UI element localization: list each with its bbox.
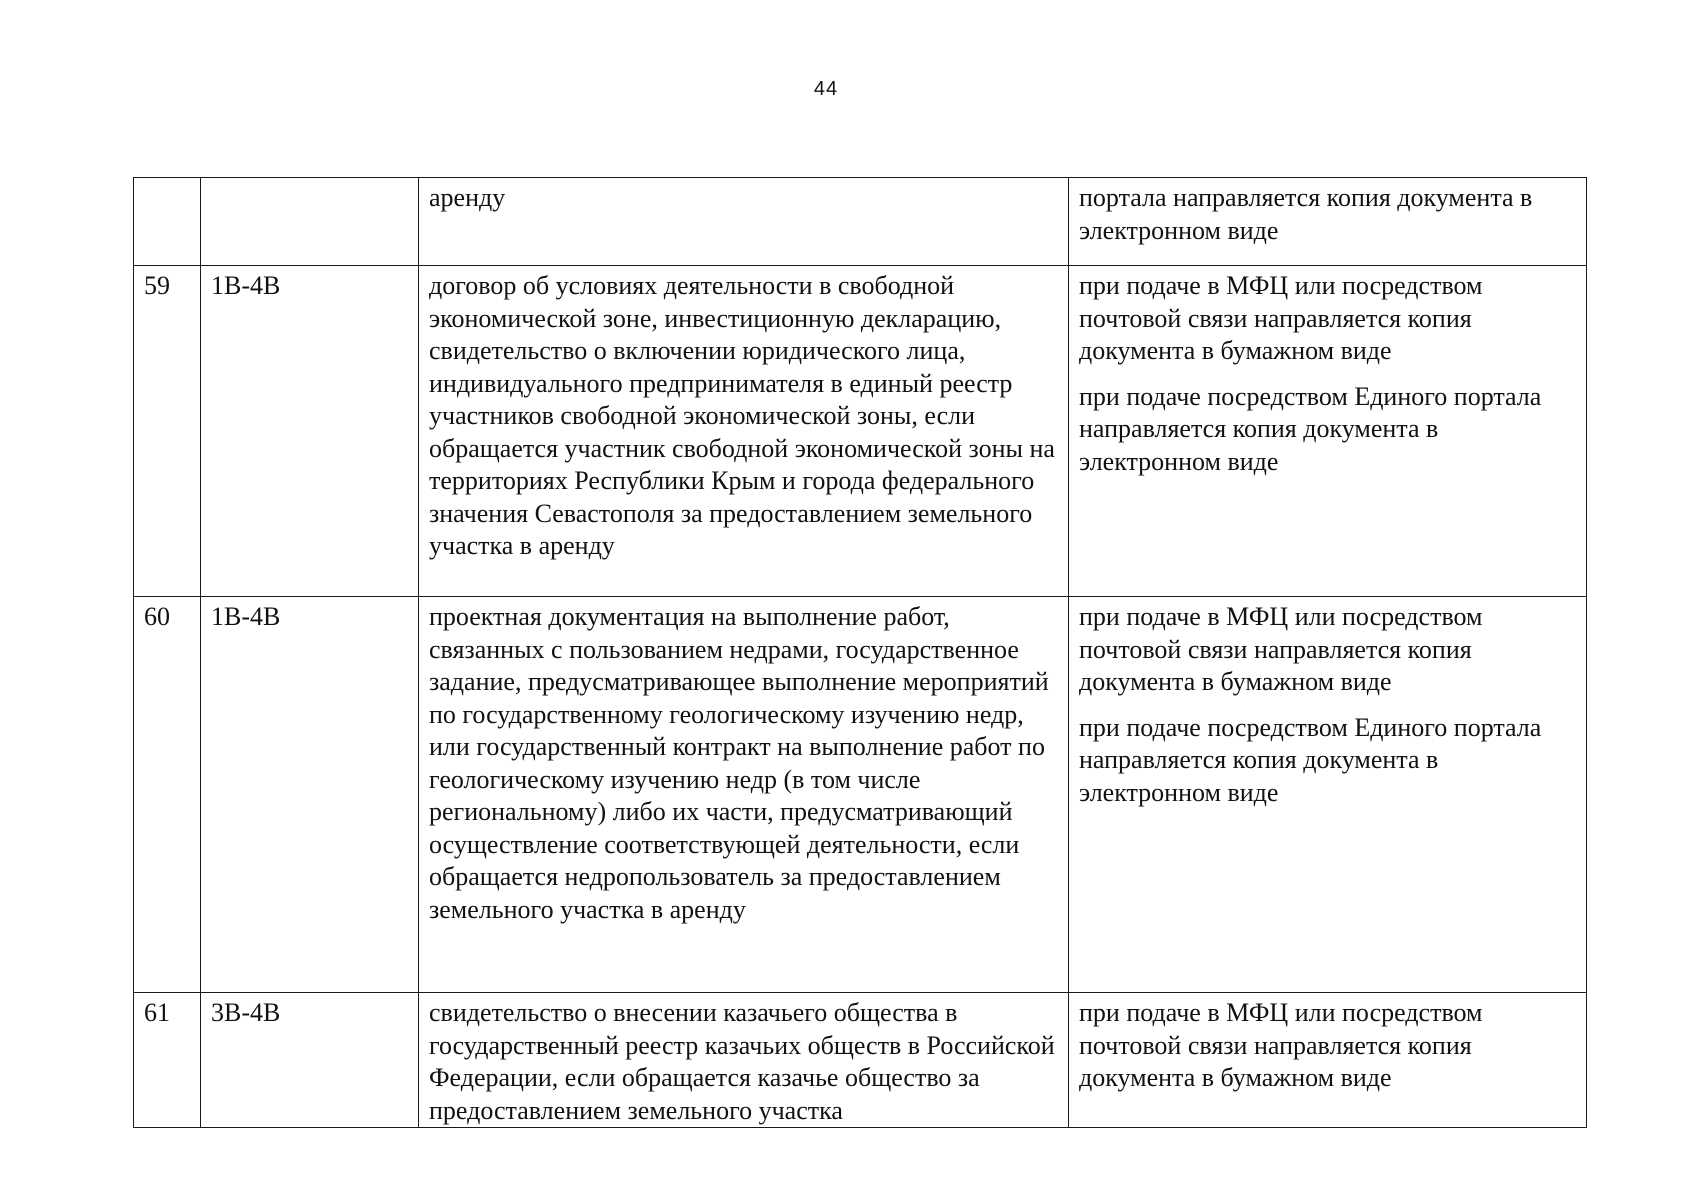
row-note: портала направляется копия документа в электронном виде bbox=[1079, 183, 1533, 245]
row-description: договор об условиях деятельности в свободной экономической зоне, инвестиционную декларацию, свидетельство о включении юридического лица, индивидуального предпринимателя в единый реестр участников свободной экономической зоны, если обращается участник свободной экономической зоны на территориях Республики Крым и города федерального значения Севастополя за предоставлением земельного участка в аренду bbox=[419, 266, 1069, 597]
table-row bbox=[134, 266, 1587, 597]
row-number: 60 bbox=[134, 597, 201, 993]
table-row bbox=[134, 178, 1587, 266]
row-description: аренду bbox=[419, 178, 1069, 266]
row-note: при подаче в МФЦ или посредством почтовой связи направляется копия документа в бумажном виде bbox=[1079, 998, 1483, 1092]
document-table bbox=[133, 177, 1587, 1128]
row-notes bbox=[1069, 993, 1587, 1128]
row-number bbox=[134, 178, 201, 266]
row-note: при подаче в МФЦ или посредством почтовой связи направляется копия документа в бумажном виде bbox=[1079, 271, 1483, 365]
row-notes bbox=[1069, 597, 1587, 993]
row-code bbox=[201, 178, 419, 266]
row-code: 3В-4В bbox=[201, 993, 419, 1128]
row-note: при подаче посредством Единого портала направляется копия документа в электронном виде bbox=[1079, 381, 1542, 476]
row-note: при подаче в МФЦ или посредством почтовой связи направляется копия документа в бумажном виде bbox=[1079, 602, 1483, 696]
row-notes bbox=[1069, 178, 1587, 266]
row-code: 1В-4В bbox=[201, 597, 419, 993]
table-row bbox=[134, 597, 1587, 993]
page-number: 44 bbox=[813, 78, 839, 100]
table-row bbox=[134, 993, 1587, 1128]
row-description: проектная документация на выполнение работ, связанных с пользованием недрами, государственное задание, предусматривающее выполнение мероприятий по государственному геологическому изучению недр, или государственный контракт на выполнение работ по геологическому изучению недр (в том числе региональному) либо их части, предусматривающий осуществление соответствующей деятельности, если обращается недропользователь за предоставлением земельного участка в аренду bbox=[419, 597, 1069, 993]
row-note: при подаче посредством Единого портала направляется копия документа в электронном виде bbox=[1079, 712, 1542, 807]
row-number: 59 bbox=[134, 266, 201, 597]
row-description: свидетельство о внесении казачьего общества в государственный реестр казачьих обществ в Российской Федерации, если обращается казачье общество за предоставлением земельного участка bbox=[419, 993, 1069, 1128]
row-code: 1В-4В bbox=[201, 266, 419, 597]
row-notes bbox=[1069, 266, 1587, 597]
row-number: 61 bbox=[134, 993, 201, 1128]
